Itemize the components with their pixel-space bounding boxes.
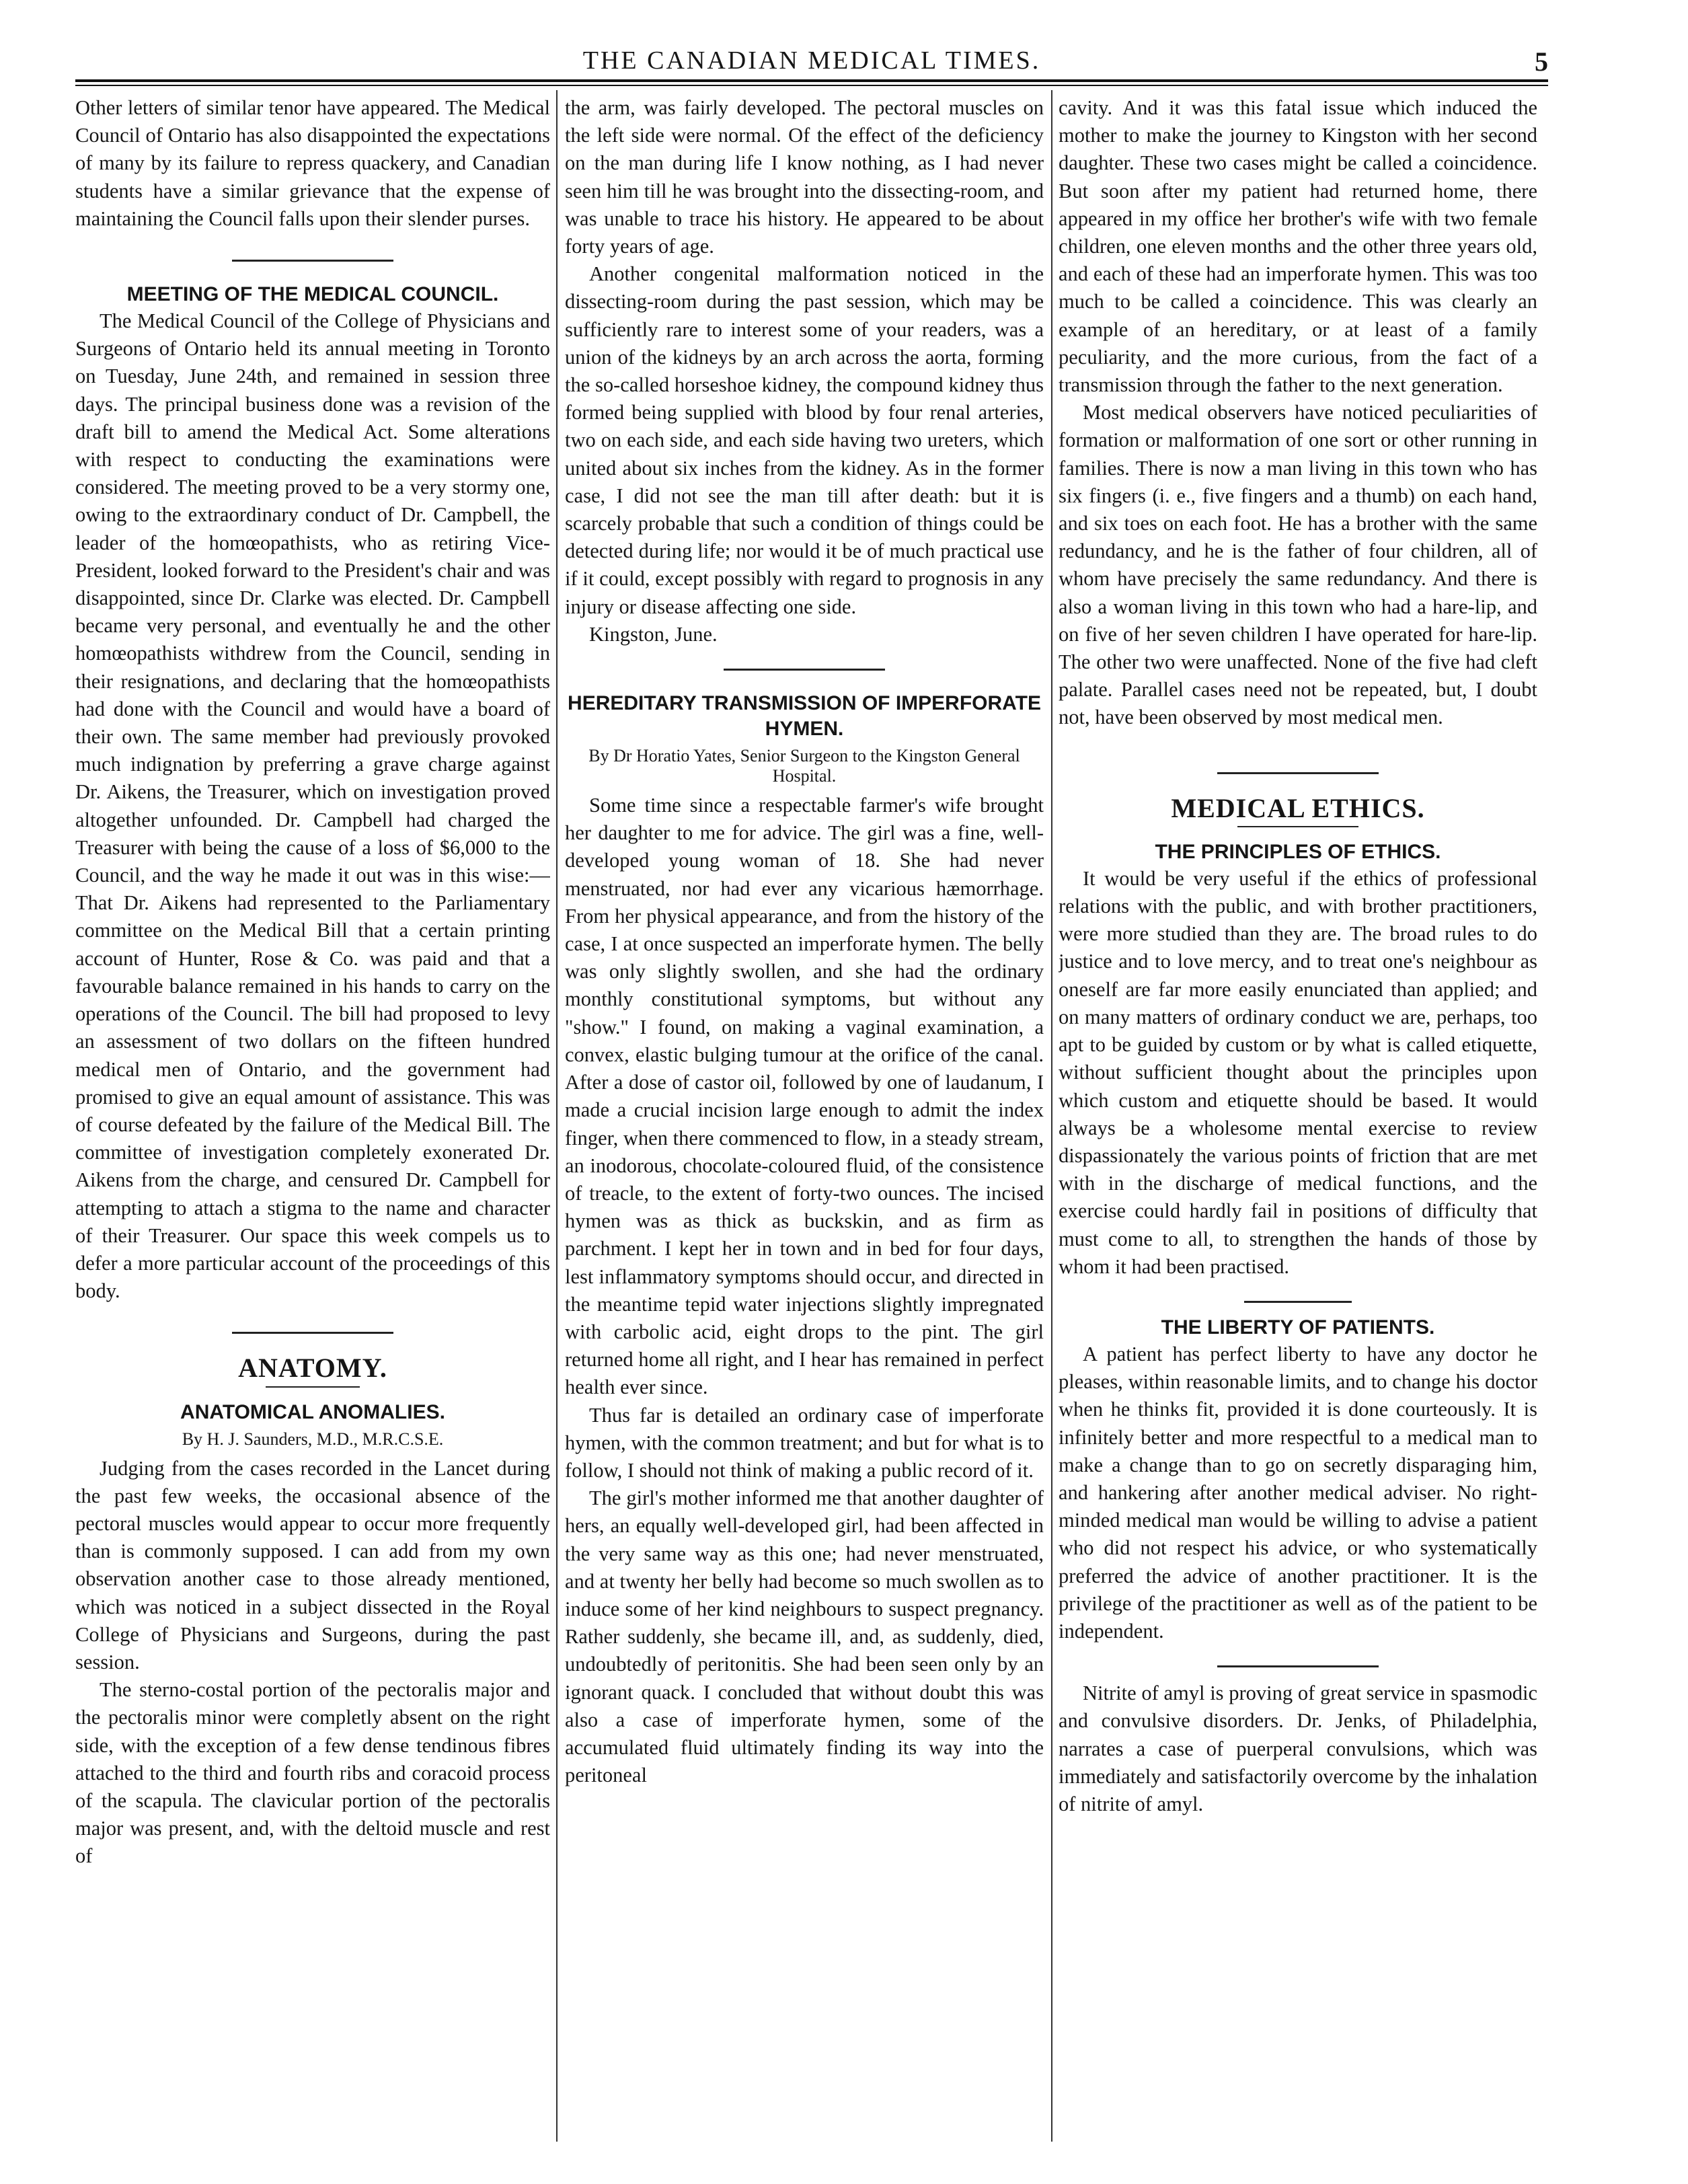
masthead-rule-thick xyxy=(75,79,1548,82)
principles-title: THE PRINCIPLES OF ETHICS. xyxy=(1155,840,1441,863)
hymen-continued-2: Most medical observers have noticed peculiarities of formation or malformation of one sort or other running in families. There is now a man living in this town who has six fingers (i. e., five fingers and a thumb) on each hand, and six toes on each foot. He has a brother with the same redundancy, and he is the father of four children, all of whom have precisely the same redundancy. And there is also a woman living in this town who had a hare-lip, and on five of her seven children I have operated for hare-lip. The other two were unaffected. None of the five had cleft palate. Parallel cases need not be repeated, but, I doubt not, have been observed by most medical men. xyxy=(1059,401,1537,729)
hymen-paragraph-3: The girl's mother informed me that another daughter of hers, an equally well-developed girl, had been affected in the very same way as this one; had never menstruated, and at twenty her belly had become so much swollen as to induce some of her kind neighbours to suspect pregnancy. Rather suddenly, she became ill, and, as suddenly, died, undoubtedly of peritonitis. She had been seen only by an ignorant quack. I concluded that without doubt this was also a case of imperforate hymen, some of the accumulated fluid ultimately finding its way into the peritoneal xyxy=(565,1486,1044,1787)
page-number: 5 xyxy=(1535,46,1548,77)
liberty-title: THE LIBERTY OF PATIENTS. xyxy=(1161,1316,1435,1339)
anomalies-continued-2: Another congenital malformation noticed in the dissecting-room during the past session, which may be sufficiently rare to interest some of your readers, was a union of the kidneys by an arch across the aorta, forming the so-called horseshoe kidney, the compound kidney thus formed being supplied with blood by four renal arteries, two on each side, and each side having two ureters, which united about six inches from the kidney. As in the former case, I did not see the man till after death: but it is scarcely probable that such a condition of things could be detected during life; nor would it be of much practical use if it could, except possibly with regard to prognosis in any injury or disease affecting one side. xyxy=(565,262,1044,618)
meeting-body: The Medical Council of the College of Physicians and Surgeons of Ontario held its annual meeting in Toronto on Tuesday, June 24th, and remained in session three days. The principal business done was a revision of the draft bill to amend the Medical Act. Some alterations with respect to conducting the examinations were considered. The meeting proved to be a very stormy one, owing to the extraordinary conduct of Dr. Campbell, the leader of the homœopathists, who as retiring Vice-President, looked forward to the President's chair and was disappointed, since Dr. Clarke was elected. Dr. Campbell became very personal, and eventually he and the other homœopathists withdrew from the Council, sending in their resignations, and declaring that the homœopathists had done with the Council and would have a board of their own. The same member had previously provoked much indignation by preferring a grave charge against Dr. Aikens, the Treasurer, which on investigation proved altogether unfounded. Dr. Campbell had charged the Treasurer with being the cause of a loss of $6,000 to the Council, and the way he made it out was in this wise:—That Dr. Aikens had represented to the Parliamentary committee on the Medical Bill that a certain printing account of Hunter, Rose & Co. was paid and that a favourable balance remained in his hands to carry on the operations of the Council. The bill had proposed to levy an assessment of two dollars on the fifteen hundred medical men of Ontario, and the government had promised to give an equal amount of assistance. This was of course defeated by the failure of the Medical Bill. The committee of investigation completely exonerated Dr. Aikens from the charge, and censured Dr. Campbell for attempting to attach a stigma to the name and character of their Treasurer. Our space this week compels us to defer a more particular account of the proceedings of this body. xyxy=(75,309,550,1303)
running-title: THE CANADIAN MEDICAL TIMES. xyxy=(582,46,1041,75)
anomalies-title: ANATOMICAL ANOMALIES. xyxy=(180,1400,445,1423)
liberty-body: A patient has perfect liberty to have any doctor he pleases, within reasonable limits, and to change his doctor when he thinks fit, provided it is done courteously. It is infinitely better and more respectful to a medical man to make a change than to go on secretly disparaging him, and hankering after another medical adviser. No right-minded medical man would be willing to advise a patient who did not respect his advice, or who systematically preferred the advice of another practitioner. It is the privilege of the practitioner as well as of the patient to be independent. xyxy=(1059,1342,1537,1643)
column-middle xyxy=(565,94,1044,2139)
intro-paragraph: Other letters of similar tenor have appeared. The Medical Council of Ontario has also disappointed the expectations of many by its failure to repress quackery, and Canadian students have a similar grievance that the expense of maintaining the Council falls upon their slender purses. xyxy=(75,96,550,230)
anomalies-paragraph-2: The sterno-costal portion of the pectoralis major and the pectoralis minor were completly absent on the right side, with the exception of a few dense tendinous fibres attached to the third and fourth ribs and coracoid process of the scapula. The clavicular portion of the pectoralis major was present, and, with the deltoid muscle and rest of xyxy=(75,1678,550,1868)
column-left xyxy=(75,94,550,2139)
ethics-heading: MEDICAL ETHICS. xyxy=(1171,792,1425,823)
masthead-rule-thin xyxy=(75,85,1548,86)
anatomy-heading: ANATOMY. xyxy=(238,1353,387,1384)
principles-body: It would be very useful if the ethics of professional relations with the public, and with brother practitioners, were more studied than they are. The broad rules to do justice and to love mercy, and to treat one's neighbour as oneself are far more easily enunciated than applied; and on many matters of ordinary conduct we are, perhaps, too apt to be guided by custom or by what is called etiquette, without sufficient thought about the principles upon which custom and etiquette should be based. It would always be a wholesome mental exercise to review dispassionately the various points of friction that are met with in the discharge of medical functions, and the exercise could hardly fail in positions of difficulty that must come to all, to strengthen the hands of those by whom it had been practised. xyxy=(1059,866,1537,1278)
column-right xyxy=(1059,94,1537,2139)
meeting-title: MEETING OF THE MEDICAL COUNCIL. xyxy=(126,283,499,306)
anomalies-continued-1: the arm, was fairly developed. The pectoral muscles on the left side were normal. Of the effect of the deficiency on the man during life I know nothing, as I had never seen him till he was brought into the dissecting-room, and was unable to trace his history. He appeared to be about forty years of age. xyxy=(565,96,1044,258)
anomalies-signoff: Kingston, June. xyxy=(589,622,718,646)
hymen-continued-1: cavity. And it was this fatal issue which induced the mother to make the journey to Kingston with her second daughter. These two cases might be called a coincidence. But soon after my patient had returned home, there appeared in my office her brother's wife with two female children, one eleven months and the other three years old, and each of these had an imperforate hymen. This was too much to be called a coincidence. This was clearly an example of an hereditary, or at least of a family peculiarity, and the more curious, from the fact of a transmission through the father to the next generation. xyxy=(1059,96,1537,397)
anomalies-byline: By H. J. Saunders, M.D., M.R.C.S.E. xyxy=(182,1429,444,1449)
hymen-paragraph-2: Thus far is detailed an ordinary case of imperforate hymen, with the common treatment; and but for what is to follow, I should not think of making a public record of it. xyxy=(565,1403,1044,1482)
amyl-body: Nitrite of amyl is proving of great service in spasmodic and convulsive disorders. Dr. Jenks, of Philadelphia, narrates a case of puerperal convulsions, which was immediately and satisfactorily overcome by the inhalation of nitrite of amyl. xyxy=(1059,1682,1537,1815)
masthead xyxy=(75,46,1548,79)
anomalies-paragraph-1: Judging from the cases recorded in the Lancet during the past few weeks, the occasional absence of the pectoral muscles would appear to occur more frequently than is commonly supposed. I can add from my own observation another case to those already mentioned, which was noticed in a subject dissected in the Royal College of Physicians and Surgeons, during the past session. xyxy=(75,1456,550,1673)
hymen-byline: By Dr Horatio Yates, Senior Surgeon to the Kingston General Hospital. xyxy=(588,746,1020,786)
hymen-title: HEREDITARY TRANSMISSION OF IMPERFORATE HYMEN. xyxy=(568,692,1041,741)
hymen-paragraph-1: Some time since a respectable farmer's wife brought her daughter to me for advice. The girl was a fine, well-developed young woman of 18. She had never menstruated, nor had ever any vicarious hæmorrhage. From her physical appearance, and from the history of the case, I at once suspected an imperforate hymen. The belly was only slightly swollen, and she had the ordinary monthly constitutional symptoms, but without any "show." I found, on making a vaginal examination, a convex, elastic bulging tumour at the orifice of the canal. After a dose of castor oil, followed by one of laudanum, I made a crucial incision large enough to admit the index finger, when there commenced to flow, in a steady stream, an inodorous, chocolate-coloured fluid, of the consistence of treacle, to the extent of forty-two ounces. The incised hymen was as thick as buckskin, and as firm as parchment. I kept her in town and in bed for four days, lest inflammatory symptoms should occur, and directed in the meantime tepid water injections slightly impregnated with carbolic acid, eight drops to the pint. The girl returned home all right, and I hear has remained in perfect health ever since. xyxy=(565,794,1044,1399)
column-divider-left xyxy=(556,90,558,2142)
column-divider-right xyxy=(1051,90,1052,2142)
